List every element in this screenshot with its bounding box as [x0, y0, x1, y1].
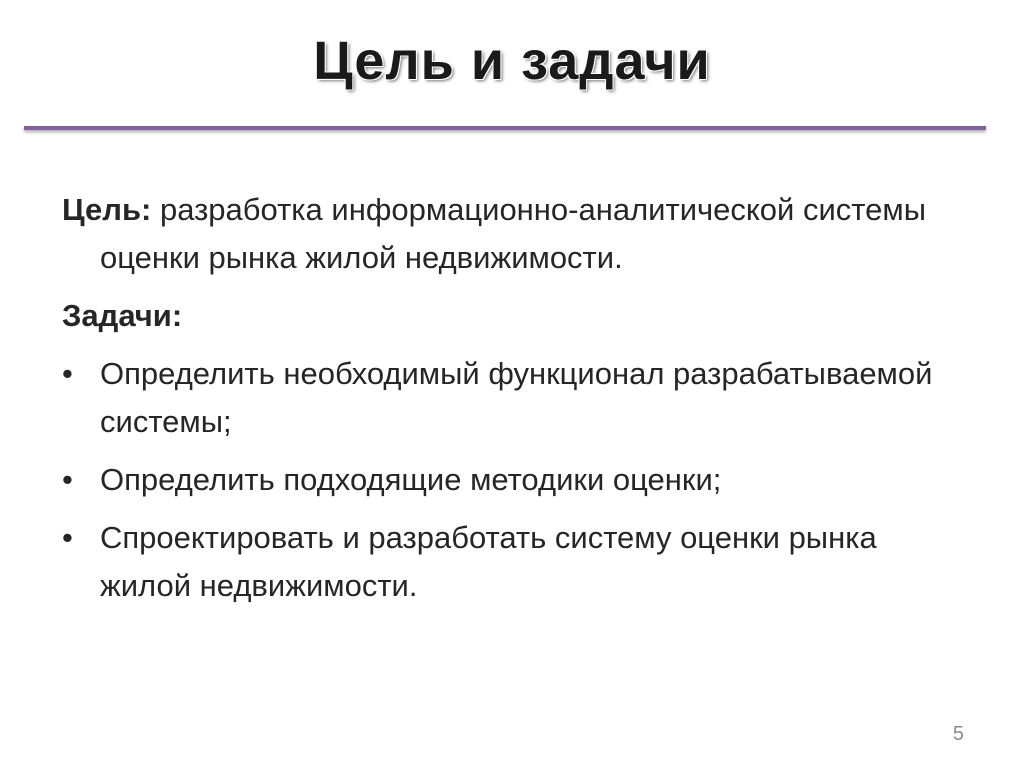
slide-title: Цель и задачи: [313, 31, 711, 91]
task-item: [62, 456, 972, 504]
task-text: Определить подходящие методики оценки;: [100, 462, 722, 497]
bullet-icon: •: [62, 462, 73, 497]
title-divider: [24, 126, 986, 130]
page-number: 5: [952, 723, 964, 745]
goal-text: разработка информационно-аналитической системы оценки рынка жилой недвижимости.: [100, 192, 926, 275]
tasks-label: Задачи:: [62, 298, 183, 333]
goal-label: Цель:: [62, 192, 152, 227]
tasks-heading-paragraph: [62, 292, 972, 340]
bullet-icon: •: [62, 356, 73, 391]
task-item: [62, 350, 972, 446]
goal-paragraph: [62, 186, 972, 282]
bullet-icon: •: [62, 520, 73, 555]
task-item: [62, 514, 972, 610]
tasks-list: [62, 350, 972, 610]
task-text: Спроектировать и разработать систему оценки рынка жилой недвижимости.: [100, 520, 877, 603]
task-text: Определить необходимый функционал разрабатываемой системы;: [100, 356, 933, 439]
slide-content: [62, 186, 972, 620]
